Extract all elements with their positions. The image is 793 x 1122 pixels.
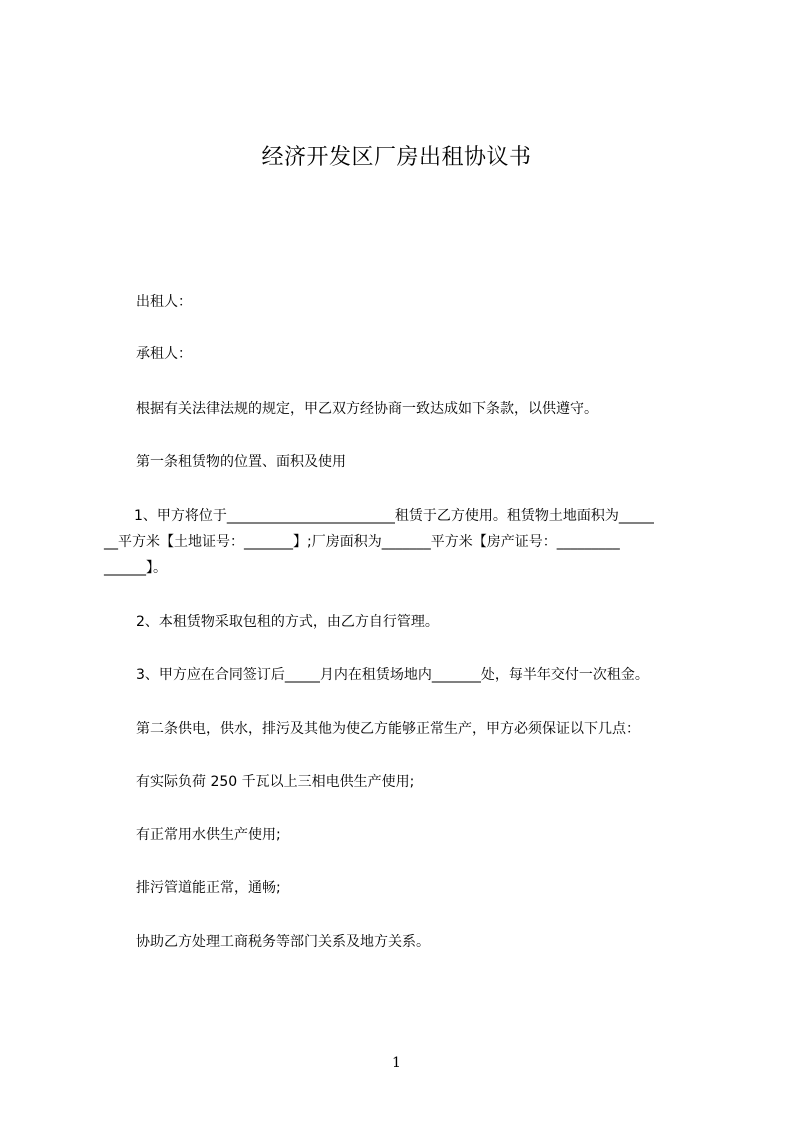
lessor-label: 出租人： (136, 294, 192, 310)
article1-heading: 第一条租赁物的位置、面积及使用 (136, 454, 346, 470)
document-title: 经济开发区厂房出租协议书 (261, 145, 532, 170)
clause1-paragraph (104, 503, 714, 581)
intro-paragraph: 根据有关法律法规的规定，甲乙双方经协商一致达成如下条款，以供遵守。 (136, 401, 598, 417)
clause1-line1: 1、甲方将位于________________________租赁于乙方使用。租赁物土地面积为_____ (134, 508, 654, 524)
item-sewage: 排污管道能正常，通畅; (136, 880, 281, 896)
item-assist: 协助乙方处理工商税务等部门关系及地方关系。 (136, 934, 430, 950)
page-number: 1 (392, 1055, 401, 1071)
clause1-line3: ______】。 (104, 560, 167, 576)
clause2-paragraph: 2、本租赁物采取包租的方式，由乙方自行管理。 (136, 614, 439, 630)
item-power: 有实际负荷 250 千瓦以上三相电供生产使用; (136, 774, 415, 790)
article2-heading: 第二条供电，供水，排污及其他为使乙方能够正常生产，甲方必须保证以下几点： (136, 721, 640, 737)
clause1-line2: __平方米【土地证号：_______】;厂房面积为_______平方米【房产证号：_________ (104, 534, 620, 550)
clause3-paragraph: 3、甲方应在合同签订后_____月内在租赁场地内_______处，每半年交付一次租金。 (136, 667, 649, 683)
lessee-label: 承租人： (136, 346, 192, 362)
item-water: 有正常用水供生产使用; (136, 827, 281, 843)
